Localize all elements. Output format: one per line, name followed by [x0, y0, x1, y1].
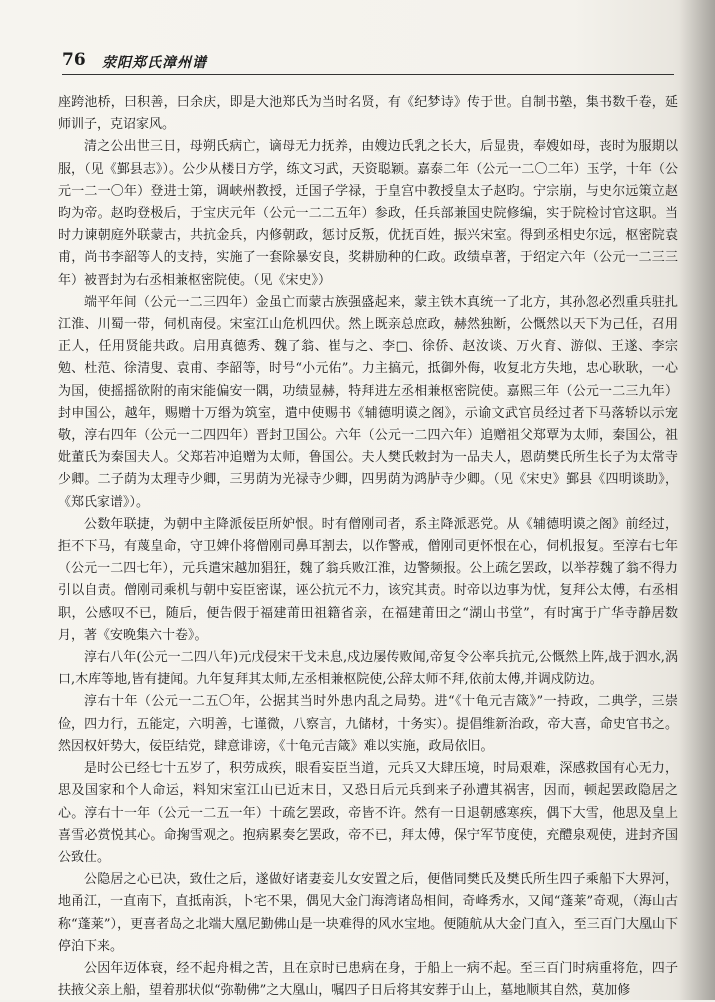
paragraph: 座跨池桥，曰积善，曰余庆，即是大池郑氏为当时名贤，有《纪梦诗》传于世。自制书塾，集书数千卷，延师训子，克诏家风。	[58, 95, 678, 133]
paragraph: 淳右八年(公元一二四八年)元戊侵宋干戈未息,戍边屡传败闻,帝复令公率兵抗元,公慨然上阵,战于泗水,涡口,木库等地,皆有捷闻。九年复拜其太师,左丞相兼枢院使,公辞太师不拜,依前太傅,并调戍防边。	[58, 650, 678, 688]
page-binding-shadow	[679, 0, 715, 1000]
paragraph: 公数年联捷，为朝中主降派佞臣所妒恨。时有僧刚司者，系主降派恶党。从《辅德明谟之阁》前经过，拒不下马，有蔑皇命，守卫婢仆将僧刚司鼻耳割去，以作警戒，僧刚司更怀恨在心，伺机报复。至淳右七年（公元一二四七年），元兵遣宋越加猖狂，魏了翁兵败江淮，边警频报。公上疏乞罢政，以举荐魏了翁不得力引以自责。僧刚司乘机与朝中妄臣密谋，诬公抗元不力，该究其责。时帝以边事为忧，复拜公太傅，右丞相职，公感叹不已，随后，便告假于福建莆田祖籍省亲，在福建莆田之“湖山书堂”，有时寓于广华寺静居数月，著《安晚集六十卷》。	[58, 516, 678, 643]
body-text	[58, 92, 678, 1002]
paragraph: 清之公出世三日，母朔氏病亡，谪母无力抚养，由嫂边氏乳之长大，后显贵，奉嫂如母，丧时为服期以服，（见《鄞县志》）。公少从楼日方学，练文习武，天资聪颖。嘉泰二年（公元一二〇二年）玉学，十年（公元一二一〇年）登进士第，调峡州教授，迁国子学禄，于皇宫中教授皇太子赵昀。宁宗崩，与史尔远策立赵昀为帝。赵昀登极后，于宝庆元年（公元一二二五年）参政，任兵部兼国史院修编，实于院检讨官这职。当时力谏朝庭外联蒙古，共抗金兵，内修朝政，惩讨反叛，优抚百姓，振兴宋室。得到丞相史尔远，枢密院袁甫，尚书李韶等人的支持，实施了一套除暴安良，奖耕励种的仁政。政绩卓著，于绍定六年（公元一二三三年）被晋封为右丞相兼枢密院使。（见《宋史》）	[58, 139, 678, 288]
paragraph: 公隐居之心已决，致仕之后，遂做好诸妻妾儿女安置之后，便偕同樊氏及樊氏所生四子乘船下大界河，地甬江，一直南下，直抵南浜，卜宅不果，偶见大金门海湾诸岛相间，奇峰秀水，又闻“蓬莱”奇观，（海山古称“蓬莱”），更喜者岛之北端大凰尼勤佛山是一块难得的风水宝地。便随航从大金门直入，至三百门大凰山下停泊下来。	[58, 872, 678, 954]
paragraph: 端平年间（公元一二三四年）金虽亡而蒙古族强盛起来，蒙主铁木真统一了北方，其孙忽必烈重兵驻扎江淮、川蜀一带，伺机南侵。宋室江山危机四伏。然上既亲总庶政，赫然独断，公慨然以天下为己任，召用正人，任用贤能共政。启用真德秀、魏了翁、崔与之、李□、徐侨、赵汝谈、万火育、游似、王遂、李宗勉、杜范、徐清叟、袁甫、李韶等，时号“小元佑”。力主搞元，抵御外侮，收复北方失地，忠心耿耿，一心为国，使摇摇欲附的南宋能偏安一隅，功绩显赫，特拜进左丞相兼枢密院使。嘉熙三年（公元一二三九年）封申国公，越年，赐赠十万缗为筑室，遣中使赐书《辅德明谟之阁》，示谕文武官员经过者下马落轿以示宠敬，淳右四年（公元一二四四年）晋封卫国公。六年（公元一二四六年）追赠祖父郑覃为太师，秦国公，祖妣董氏为秦国夫人。父郑若冲追赠为太师，鲁国公。夫人樊氏敕封为一品夫人，恩荫樊氏所生长子为太常寺少卿。二子荫为太理寺少卿，三男荫为光禄寺少卿，四男荫为鸿胪寺少卿。（见《宋史》鄞县《四明谈助》，《郑氏家谱》）。	[58, 294, 678, 510]
paragraph: 公因年迈体衰，经不起舟楫之苦，且在京时已患病在身，于船上一病不起。至三百门时病重将危，四子扶掖父亲上船，望着那状似“弥勒佛”之大凰山，嘱四子日后将其安葬于山上，墓地顺其自然，莫加修	[58, 960, 678, 999]
running-title: 荥阳郑氏漳州谱	[102, 55, 207, 71]
header-rule	[62, 74, 674, 75]
paragraph: 是时公已经七十五岁了，积劳成疾，眼看妄臣当道，元兵又大肆压境，时局艰难，深感救国有心无力，思及国家和个人命运，料知宋室江山已近末日，又恐日后元兵到来子孙遭其祸害，因而，顿起罢政隐居之心。淳右十一年（公元一二五一年）十疏乞罢政，帝皆不许。然有一日退朝感寒疾，偶下大雪，他思及皇上喜雪必赏悦其心。命掬雪观之。抱病累奏乞罢政，帝不已，拜太傅，保宁军节度使，充醴泉观使，进封齐国公致仕。	[58, 761, 678, 865]
page-number: 76	[62, 50, 86, 70]
page-header	[62, 50, 682, 80]
paragraph: 淳右十年（公元一二五〇年，公据其当时外患内乱之局势。进“《十龟元吉箴》”一持政，二典学，三崇俭，四力行，五能定，六明善，七谨微，八察言，九储材，十务实）。提倡维新治政，帝大喜，命史官书之。然因权奸势大，佞臣结党，肆意诽谤，《十龟元吉箴》难以实施，政局依旧。	[58, 694, 678, 754]
